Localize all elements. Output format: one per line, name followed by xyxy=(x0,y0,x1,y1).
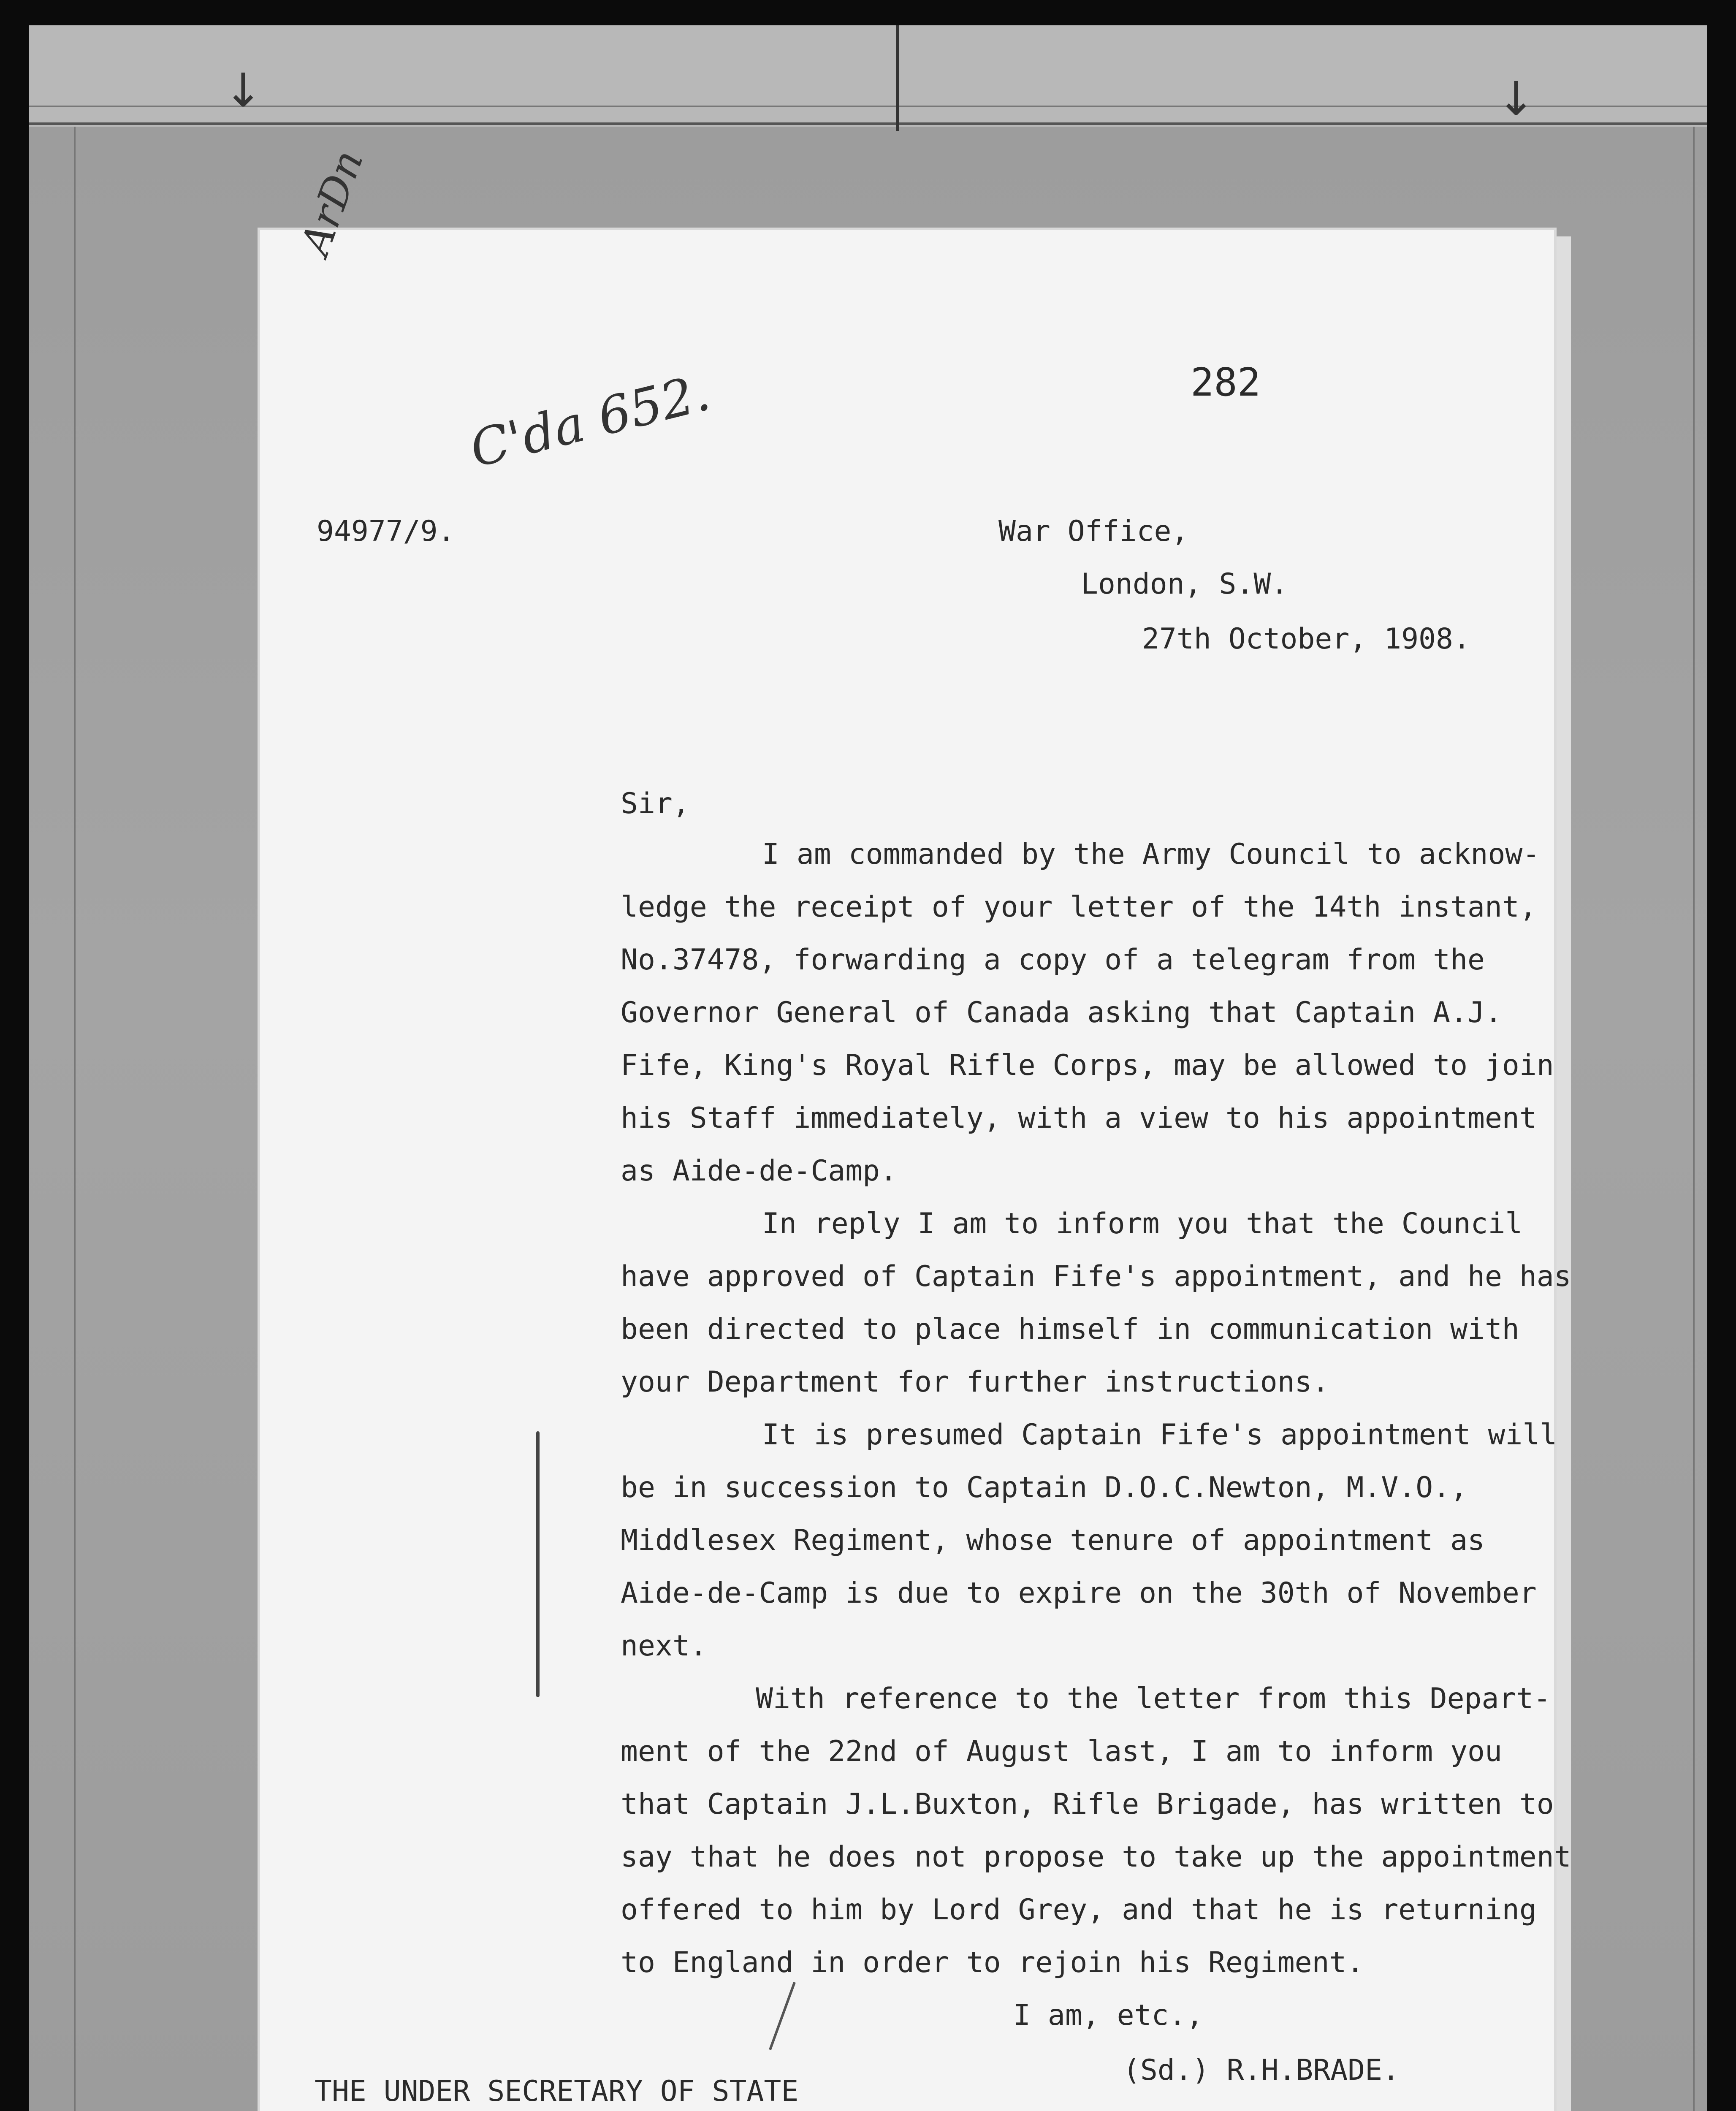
page-edge-shadow xyxy=(1554,236,1571,2111)
board-rule-top xyxy=(29,122,1707,125)
body-line: that Captain J.L.Buxton, Rifle Brigade, has written to xyxy=(621,1788,1554,1821)
body-line: Aide-de-Camp is due to expire on the 30th of November xyxy=(621,1576,1537,1610)
body-line: Fife, King's Royal Rifle Corps, may be allowed to join xyxy=(621,1049,1554,1082)
board-rule-upper xyxy=(29,106,1707,107)
letter-page xyxy=(260,230,1554,2111)
reference-number: 94977/9. xyxy=(317,515,455,548)
body-line: his Staff immediately, with a view to his appointment xyxy=(621,1102,1537,1135)
body-line: your Department for further instructions. xyxy=(621,1365,1329,1399)
sender-address-line1: War Office, xyxy=(998,515,1189,548)
body-line: Middlesex Regiment, whose tenure of appointment as xyxy=(621,1524,1485,1557)
handwritten-file-reference: C'da 652. xyxy=(464,363,716,479)
body-line: With reference to the letter from this Depart- xyxy=(756,1682,1551,1715)
salutation: Sir, xyxy=(621,787,690,820)
handwritten-initials: ArDn xyxy=(291,144,373,261)
board-rule-left xyxy=(74,127,76,2111)
board-top-band xyxy=(29,25,1707,127)
body-line: ledge the receipt of your letter of the 14th instant, xyxy=(621,890,1537,924)
arrow-down-left-icon: ↓ xyxy=(224,63,263,117)
body-line: No.37478, forwarding a copy of a telegram from the xyxy=(621,943,1485,977)
body-line: I am commanded by the Army Council to acknow- xyxy=(762,838,1540,871)
body-line: next. xyxy=(621,1629,707,1663)
body-line: offered to him by Lord Grey, and that he is returning xyxy=(621,1893,1537,1926)
body-line: have approved of Captain Fife's appointment, and he has xyxy=(621,1260,1571,1293)
body-line: been directed to place himself in communication with xyxy=(621,1313,1519,1346)
margin-pencil-mark xyxy=(536,1431,540,1697)
body-line: to England in order to rejoin his Regiment. xyxy=(621,1946,1364,1979)
body-line: Governor General of Canada asking that Captain A.J. xyxy=(621,996,1502,1029)
sender-address-line2: London, S.W. xyxy=(1081,567,1288,601)
board-rule-right xyxy=(1693,127,1695,2111)
addressee-line1: THE UNDER SECRETARY OF STATE xyxy=(315,2075,799,2108)
signature: (Sd.) R.H.BRADE. xyxy=(1123,2054,1400,2087)
page-number: 282 xyxy=(1191,360,1261,405)
body-line: ment of the 22nd of August last, I am to inform you xyxy=(621,1735,1502,1768)
body-line: as Aide-de-Camp. xyxy=(621,1154,898,1188)
board-divider xyxy=(896,25,899,131)
body-line: It is presumed Captain Fife's appointment will xyxy=(762,1418,1557,1452)
body-line: In reply I am to inform you that the Council xyxy=(762,1207,1523,1240)
letter-date: 27th October, 1908. xyxy=(1142,622,1470,656)
arrow-down-right-icon: ↓ xyxy=(1497,72,1536,126)
body-line: be in succession to Captain D.O.C.Newton, M.V.O., xyxy=(621,1471,1468,1504)
closing: I am, etc., xyxy=(1013,1999,1204,2032)
body-line: say that he does not propose to take up the appointment xyxy=(621,1840,1571,1874)
